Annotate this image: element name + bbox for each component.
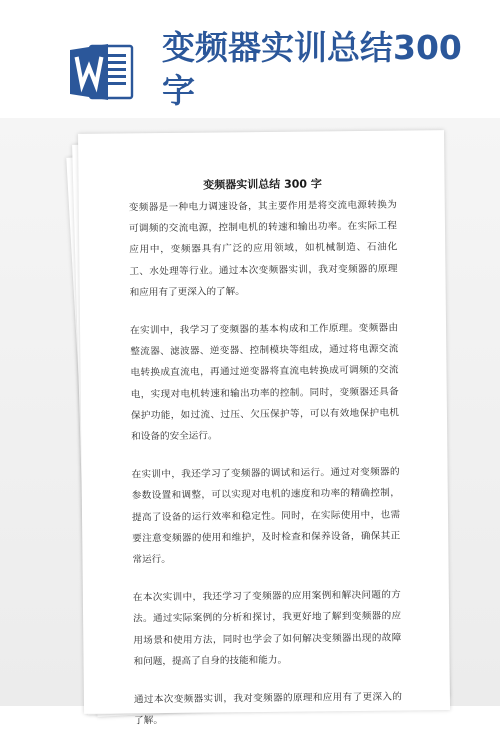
page-header [0,0,500,130]
paragraph: 在实训中，我还学习了变频器的调试和运行。通过对变频器的参数设置和调整，可以实现对电机的速度和功率的精确控制，提高了设备的运行效率和稳定性。同时，在实际使用中，也需要注意变频器的使用和维护，及时检查和保养设备，确保其正常运行。 [131,466,401,566]
document-page [78,130,450,727]
paragraph: 通过本次变频器实训，我对变频器的原理和应用有了更深入的了解。 [133,691,402,727]
paragraph: 在本次实训中，我还学习了变频器的应用案例和解决问题的方法。通过实际案例的分析和探讨，我更好地了解到变频器的应用场景和使用方法，同时也学会了如何解决变频器出现的故障和问题，提高了自身的技能和能力。 [132,589,402,668]
page-title: 变频器实训总结300字 [162,28,462,110]
word-document-icon [68,40,136,104]
paragraph: 变频器是一种电力调速设备，其主要作用是将交流电源转换为可调频的交流电源，控制电机的转速和输出功率。在实际工程应用中，变频器具有广泛的应用领域，如机械制造、石油化工、水处理等行业。通过本次变频器实训，我对变频器的原理和应用有了更深入的了解。 [128,199,398,299]
document-title: 变频器实训总结 300 字 [203,177,322,192]
document-body [128,175,402,732]
paragraph: 在实训中，我学习了变频器的基本构成和工作原理。变频器由整流器、滤波器、逆变器、控制模块等组成，通过将电源交流电转换成直流电，再通过逆变器将直流电转换成可调频的交流电，实现对电机转速和输出功率的控制。同时，变频器还具备保护功能，如过流、过压、欠压保护等，可以有效地保护电机和设备的安全运行。 [130,322,400,443]
